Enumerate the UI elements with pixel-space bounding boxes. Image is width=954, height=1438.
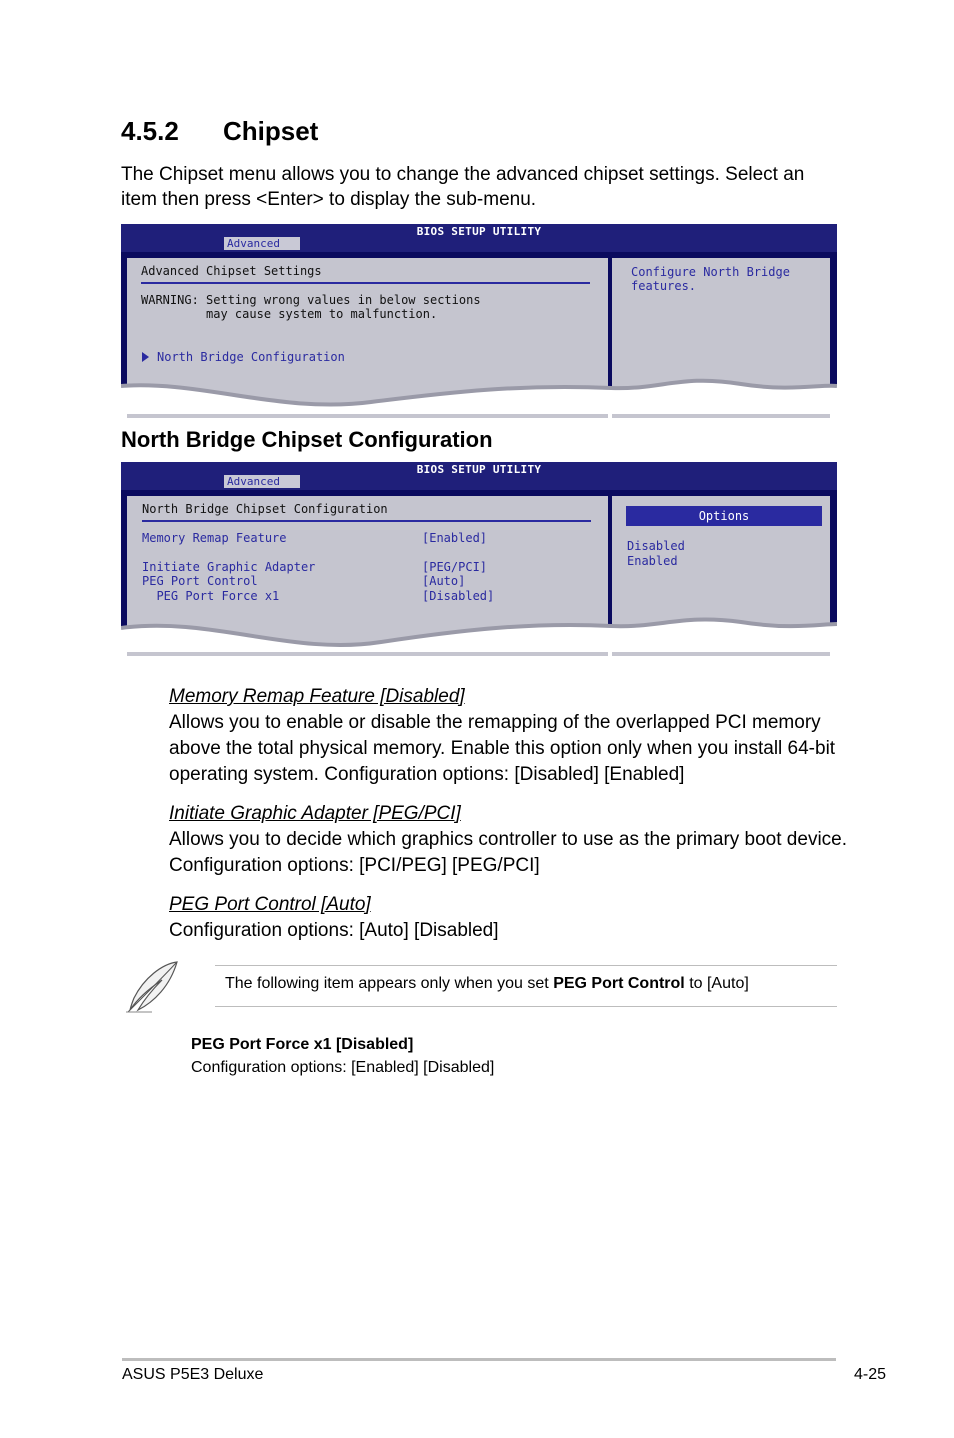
bios-utility-title: BIOS SETUP UTILITY: [416, 225, 542, 238]
setting-label: Memory Remap Feature: [142, 531, 287, 545]
description-initiate-graphic: [169, 801, 849, 879]
setting-label: Initiate Graphic Adapter: [142, 560, 316, 574]
description-memory-remap: [169, 684, 849, 788]
tab-advanced[interactable]: Advanced: [224, 475, 300, 488]
note-text-pre: The following item appears only when you set: [225, 975, 554, 992]
title-divider: [142, 520, 591, 522]
option-item[interactable]: Enabled: [627, 554, 678, 568]
description-title: PEG Port Control [Auto]: [169, 894, 371, 915]
note-text: [225, 975, 749, 993]
panel-title: Advanced Chipset Settings: [141, 264, 322, 278]
sub-item-title: PEG Port Force x1 [Disabled]: [191, 1036, 414, 1053]
help-line-1: Configure North Bridge: [631, 265, 790, 279]
description-title: Initiate Graphic Adapter [PEG/PCI]: [169, 803, 461, 824]
submenu-arrow-icon: [141, 351, 151, 363]
setting-value: [Auto]: [422, 574, 466, 588]
setting-value: [PEG/PCI]: [422, 560, 488, 574]
setting-label: PEG Port Force x1: [142, 589, 280, 603]
setting-value: [Disabled]: [422, 589, 495, 603]
description-peg-port-control: [169, 892, 849, 944]
sub-item-body: Configuration options: [Enabled] [Disabled]: [191, 1059, 495, 1076]
title-divider: [141, 282, 590, 284]
setting-value: [Enabled]: [422, 531, 488, 545]
description-body: Allows you to enable or disable the remapping of the overlapped PCI memory above the total physical memory. Enable this option only when you install 64-bit operating system. Configuration options: [Disabled] [Enabled]: [169, 712, 836, 785]
tab-advanced[interactable]: Advanced: [224, 237, 300, 250]
footer-divider: [122, 1358, 836, 1361]
panel-title: North Bridge Chipset Configuration: [142, 502, 388, 516]
section-number: 4.5.2: [121, 116, 179, 146]
menu-item-label: North Bridge Configuration: [157, 350, 345, 364]
bios-screen-chipset: [121, 224, 837, 414]
description-title: Memory Remap Feature [Disabled]: [169, 686, 465, 707]
section-heading: [121, 116, 318, 147]
setting-label: PEG Port Control: [142, 574, 258, 588]
description-body: Allows you to decide which graphics controller to use as the primary boot device. Configuration options: [PCI/PEG] [PEG/PCI]: [169, 829, 848, 876]
option-item[interactable]: Disabled: [627, 539, 685, 553]
help-line-2: features.: [631, 279, 697, 293]
description-body: Configuration options: [Auto] [Disabled]: [169, 920, 499, 941]
options-header: Options: [626, 506, 822, 526]
warning-line-1: WARNING: Setting wrong values in below sections: [141, 293, 481, 307]
subheading: North Bridge Chipset Configuration: [121, 427, 493, 452]
bios-utility-title: BIOS SETUP UTILITY: [416, 463, 542, 476]
footer-page-number: 4-25: [853, 1366, 886, 1383]
torn-edge: [121, 612, 837, 652]
bios-screen-north-bridge: [121, 462, 837, 652]
feather-pen-icon: [122, 958, 182, 1016]
section-title: Chipset: [223, 116, 319, 146]
note-text-post: to [Auto]: [684, 975, 749, 992]
warning-line-2: may cause system to malfunction.: [141, 307, 438, 321]
intro-paragraph: The Chipset menu allows you to change the advanced chipset settings. Select an item then press <Enter> to display the sub-menu.: [121, 164, 805, 210]
sub-item-peg-port-force: [191, 1033, 494, 1079]
note-text-bold: PEG Port Control: [553, 975, 685, 992]
footer-product: ASUS P5E3 Deluxe: [122, 1366, 264, 1383]
torn-edge: [121, 374, 837, 414]
